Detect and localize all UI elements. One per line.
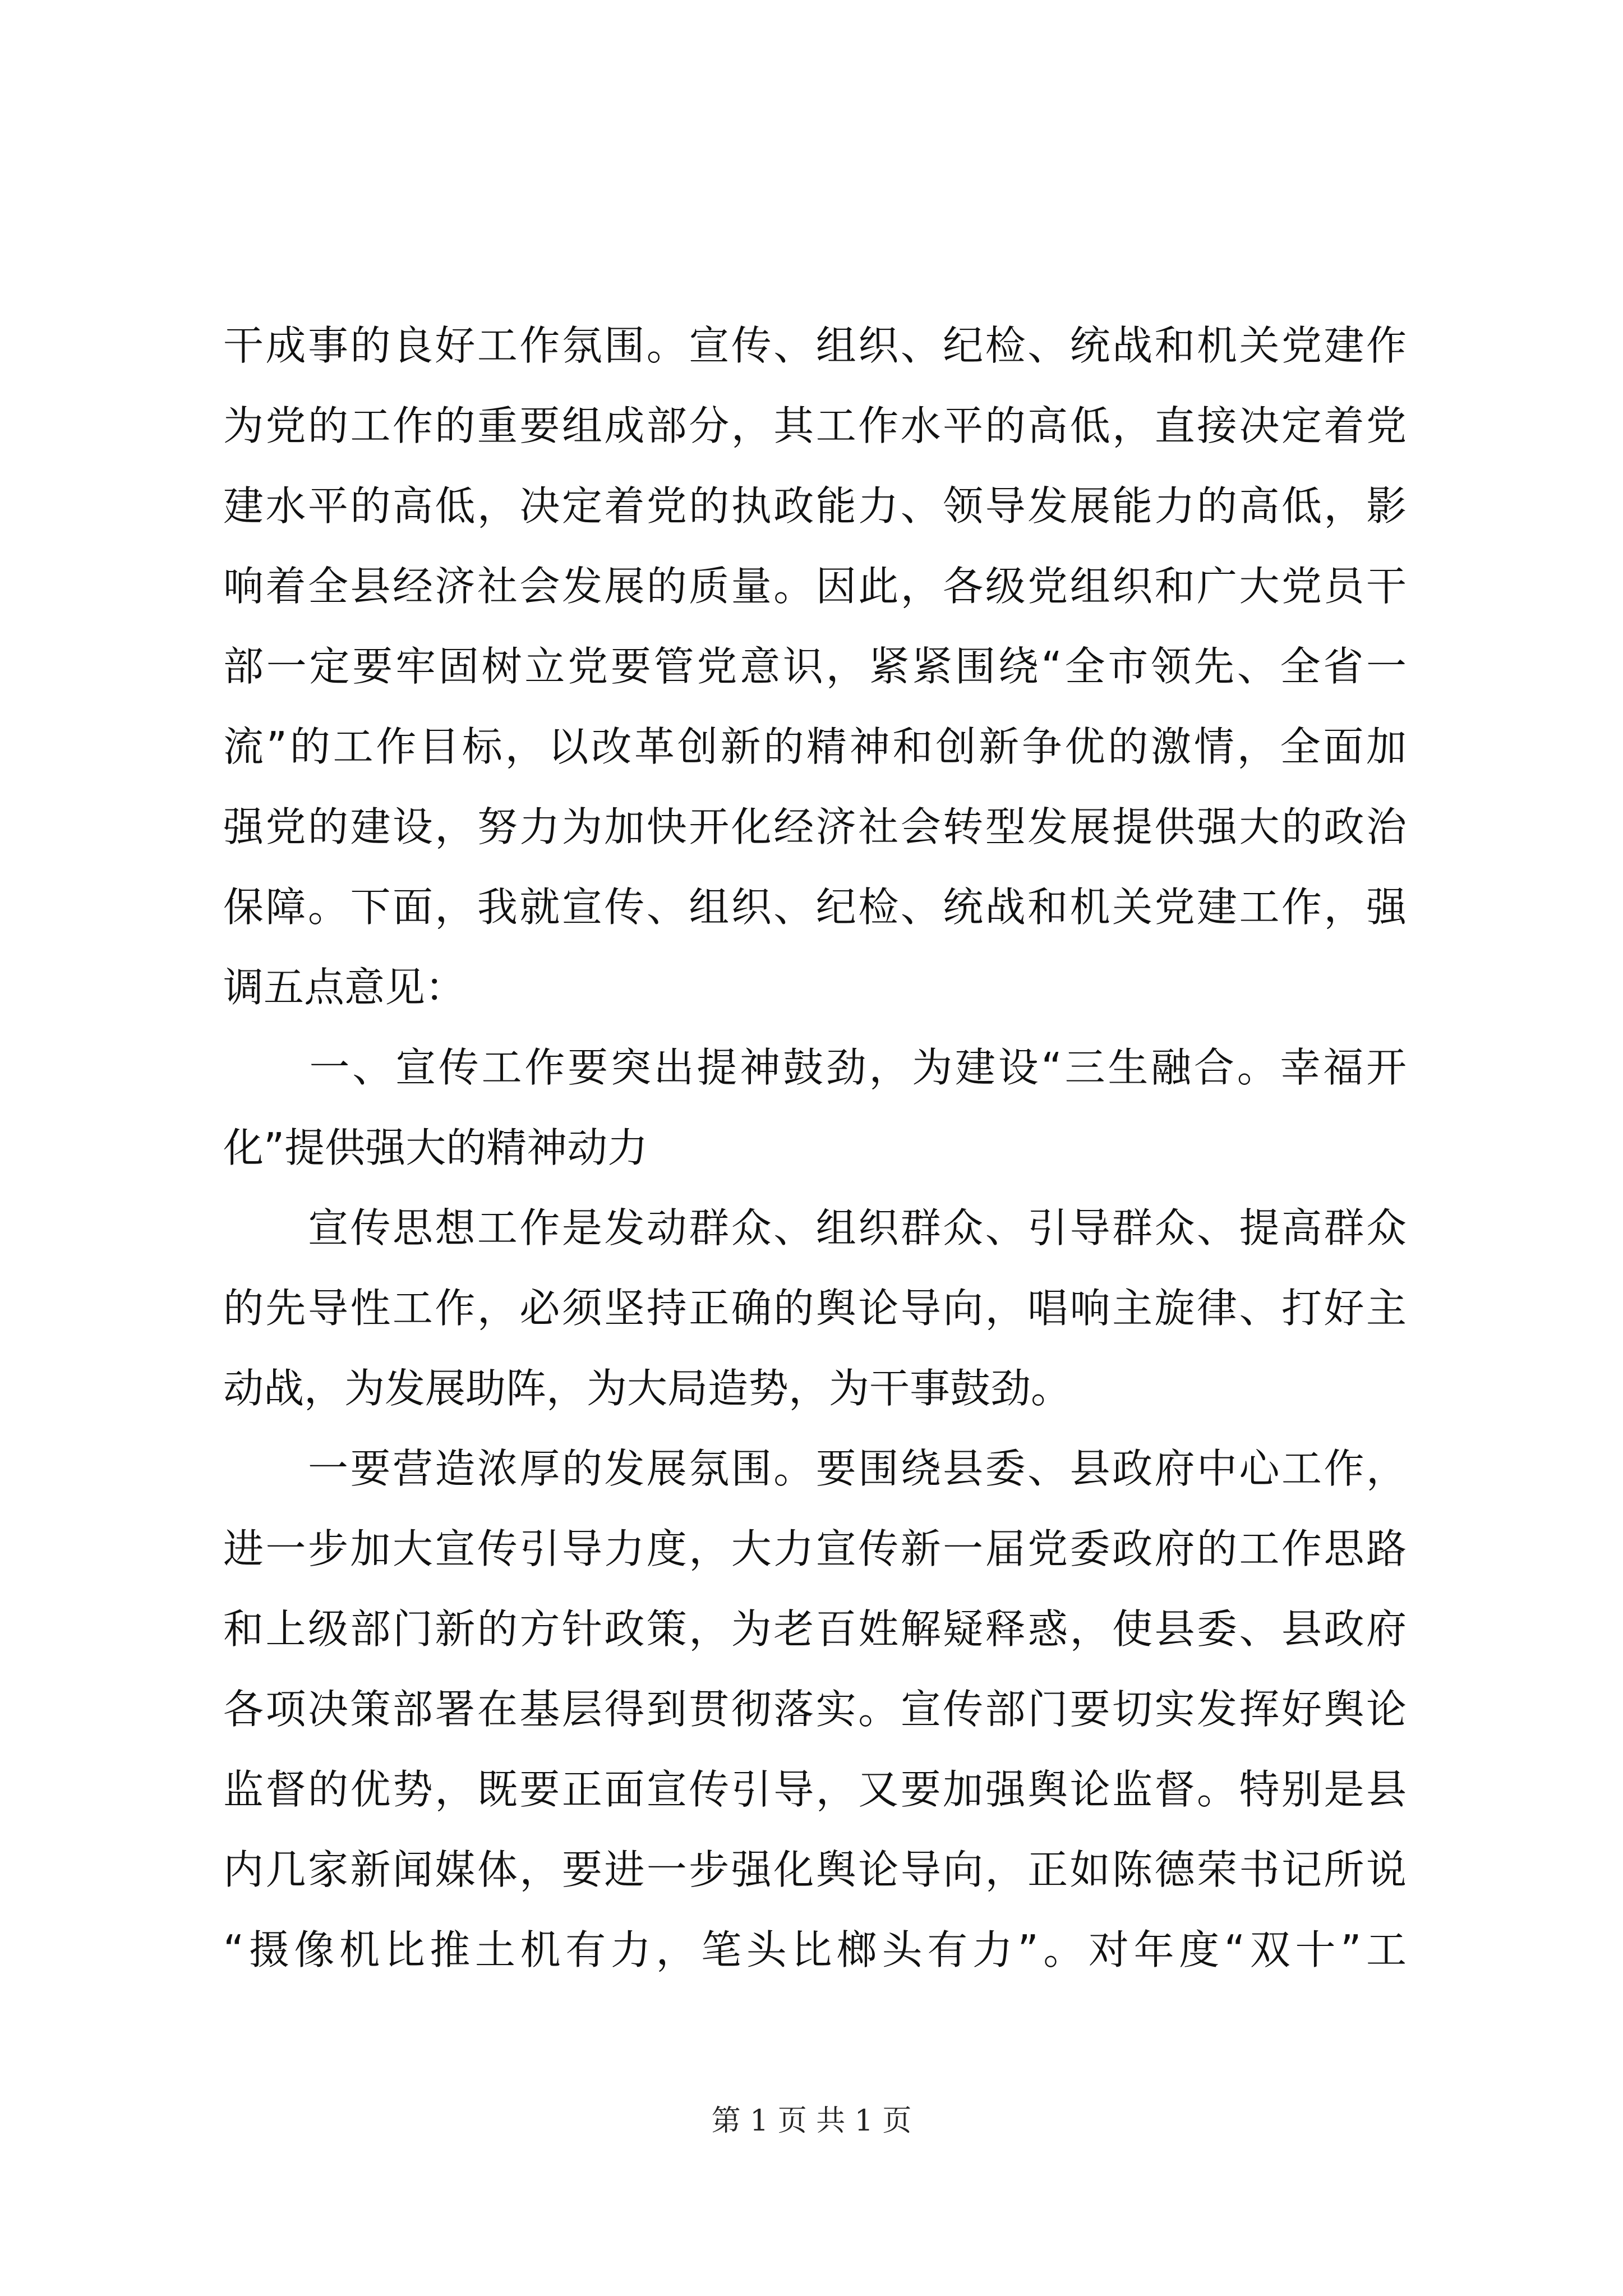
text-line: 和上级部门新的方针政策，为老百姓解疑释惑，使县委、县政府 xyxy=(223,1605,1407,1653)
text-line: 部一定要牢固树立党要管党意识，紧紧围绕“全市领先、全省一 xyxy=(223,643,1407,690)
section-heading-line: 一、宣传工作要突出提神鼓劲，为建设“三生融合。幸福开 xyxy=(223,1044,1407,1091)
text-line: 宣传思想工作是发动群众、组织群众、引导群众、提高群众 xyxy=(223,1204,1407,1251)
text-line: 为党的工作的重要组成部分，其工作水平的高低，直接决定着党 xyxy=(223,402,1407,449)
text-line: 流”的工作目标，以改革创新的精神和创新争优的激情，全面加 xyxy=(223,723,1407,770)
document-body xyxy=(223,306,1407,1990)
text-line: 强党的建设，努力为加快开化经济社会转型发展提供强大的政治 xyxy=(223,803,1407,850)
text-line: 各项决策部署在基层得到贯彻落实。宣传部门要切实发挥好舆论 xyxy=(223,1686,1407,1733)
text-line: 动战，为发展助阵，为大局造势，为干事鼓劲。 xyxy=(223,1365,1072,1412)
text-line: “摄像机比推土机有力，笔头比榔头有力”。对年度“双十”工 xyxy=(223,1926,1407,1973)
page-footer: 第 1 页 共 1 页 xyxy=(711,2104,912,2138)
text-line: 的先导性工作，必须坚持正确的舆论导向，唱响主旋律、打好主 xyxy=(223,1285,1407,1332)
text-line: 进一步加大宣传引导力度，大力宣传新一届党委政府的工作思路 xyxy=(223,1525,1407,1572)
text-line: 响着全县经济社会发展的质量。因此，各级党组织和广大党员干 xyxy=(223,563,1407,610)
text-line: 内几家新闻媒体，要进一步强化舆论导向，正如陈德荣书记所说 xyxy=(223,1846,1407,1893)
section-heading-line: 化”提供强大的精神动力 xyxy=(223,1124,648,1171)
text-line: 一要营造浓厚的发展氛围。要围绕县委、县政府中心工作， xyxy=(223,1445,1407,1492)
text-line: 监督的优势，既要正面宣传引导，又要加强舆论监督。特别是县 xyxy=(223,1766,1407,1813)
text-line: 建水平的高低，决定着党的执政能力、领导发展能力的高低，影 xyxy=(223,482,1407,530)
text-line: 调五点意见： xyxy=(223,964,466,1011)
text-line: 干成事的良好工作氛围。宣传、组织、纪检、统战和机关党建作 xyxy=(223,322,1407,369)
text-line: 保障。下面，我就宣传、组织、纪检、统战和机关党建工作，强 xyxy=(223,884,1407,931)
